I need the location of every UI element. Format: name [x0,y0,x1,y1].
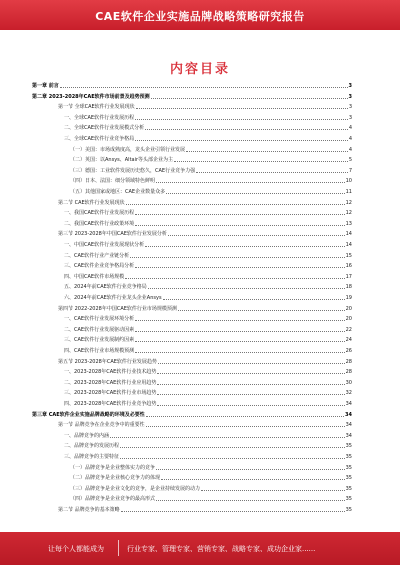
toc-entry-page: 3 [348,114,352,121]
toc-leader-dots [135,266,345,268]
toc-entry-page: 13 [345,220,352,227]
toc-entry-page: 35 [345,454,352,460]
toc-entry-page: 35 [345,443,352,450]
toc-entry-title: 二、2023-2028年CAE软件行业应用趋势 [64,379,157,386]
toc-leader-dots [121,510,345,512]
toc-leader-dots [135,224,345,226]
toc-leader-dots [151,97,348,99]
toc-entry[interactable] [32,411,352,419]
toc-leader-dots [163,298,345,300]
toc-entry-title: 二、品牌竞争的发展历程 [64,443,120,450]
toc-entry[interactable] [64,379,352,387]
toc-entry-page: 3 [348,83,352,89]
toc-leader-dots [166,192,345,194]
toc-entry-title: 三、2023-2028年CAE软件行业市场趋势 [64,390,157,397]
toc-entry[interactable] [64,241,352,249]
toc-entry[interactable] [70,464,352,472]
toc-heading: 内容目录 [169,62,230,77]
toc-entry-page: 30 [345,379,352,386]
toc-entry-title: 四、中国CAE软件市场规模 [64,273,125,280]
toc-entry-page: 10 [345,178,352,185]
toc-entry[interactable] [64,453,352,461]
toc-entry[interactable] [64,220,352,228]
toc-entry-title: （一）品牌竞争是企业整体实力的竞争 [70,464,156,471]
toc-leader-dots [196,171,348,173]
toc-entry-title: 六、2024年前CAE软件行业龙头企业Ansys [64,295,162,301]
toc-entry[interactable] [64,294,352,302]
toc-entry-page: 34 [345,422,352,429]
toc-entry-page: 15 [345,252,352,259]
toc-leader-dots [158,362,345,364]
toc-entry-page: 14 [345,242,352,248]
toc-entry-page: 3 [348,93,352,100]
toc-entry[interactable] [64,400,352,408]
toc-leader-dots [146,425,345,427]
toc-entry-title: 第二章 2023-2028年CAE软件市场前景及趋势预测 [32,93,150,100]
toc-entry-title: 一、中国CAE软件行业发展现状分析 [64,242,145,248]
toc-entry-title: （二）英国：以Ansys、Altair等头部企业为主 [70,157,174,164]
toc-entry-title: 四、CAE软件行业市场规模预测 [64,348,135,354]
toc-leader-dots [135,213,345,215]
toc-leader-dots [120,446,345,448]
toc-entry-page: 22 [345,326,352,333]
toc-entry-page: 28 [345,369,352,376]
toc-entry-title: 第一章 前言 [32,83,59,89]
toc-entry[interactable] [58,230,352,238]
toc-entry-page: 35 [345,496,352,503]
toc-entry-title: 一、全球CAE软件行业发展历程 [64,114,135,121]
toc-leader-dots [125,277,345,279]
footer-tagline: 行业专家、管理专家、营销专家、战略专家、成功企业家...... [127,545,316,553]
toc-entry-title: 第四节 2022-2028年中国CAE软件行业市场规模预测 [58,305,177,312]
toc-entry-page: 20 [345,305,352,312]
toc-entry-title: 三、全球CAE软件行业竞争格局 [64,136,135,142]
toc-entry-title: （一）美国：市场成熟度高，龙头企业引领行业发展 [70,146,186,153]
toc-entry[interactable] [64,135,352,143]
toc-leader-dots [157,404,344,406]
toc-entry[interactable] [58,103,352,111]
toc-entry[interactable] [58,305,352,313]
toc-entry-title: 第二节 CAE软件行业发展现状 [58,199,125,206]
toc-entry-page: 4 [348,146,352,153]
toc-entry-page: 7 [348,167,352,174]
toc-leader-dots [135,351,345,353]
toc-entry[interactable] [64,252,352,260]
toc-entry-title: （四）品牌竞争是企业竞争的最高形式 [70,496,156,503]
toc-entry-page: 26 [345,348,352,354]
toc-entry-page: 17 [345,273,352,280]
toc-entry[interactable] [58,199,352,207]
toc-entry-title: 二、全球CAE软件行业发展模式分析 [64,125,145,132]
toc-entry[interactable] [70,167,352,175]
toc-leader-dots [156,499,345,501]
toc-entry[interactable] [64,262,352,270]
toc-entry-title: （五）其他国家或地区：CAE企业数量众多 [70,189,166,195]
toc-entry[interactable] [70,474,352,482]
toc-leader-dots [156,468,345,470]
toc-leader-dots [135,319,345,321]
toc-leader-dots [186,150,348,152]
toc-leader-dots [145,245,345,247]
toc-entry-page: 4 [348,136,352,142]
toc-entry[interactable] [70,495,352,503]
toc-entry-title: 五、2024年前CAE软件行业竞争格局 [64,284,147,291]
toc-entry[interactable] [64,347,352,355]
toc-entry-title: 第五节 2023-2028年CAE软件行业发展趋势 [58,358,157,365]
toc-entry-page: 14 [345,231,352,238]
toc-leader-dots [201,489,345,491]
toc-entry-page: 35 [345,464,352,471]
toc-entry-title: 四、2023-2028年CAE软件行业竞争趋势 [64,401,157,407]
toc-leader-dots [157,372,344,374]
toc-leader-dots [157,393,344,395]
toc-entry[interactable] [64,114,352,122]
toc-entry-title: 一、品牌竞争的内涵 [64,432,110,439]
toc-leader-dots [135,118,348,120]
toc-entry[interactable] [64,336,352,344]
toc-leader-dots [130,256,345,258]
toc-entry-title: 第一节 品牌竞争在企业竞争中的重要性 [58,422,145,429]
toc-entry-page: 34 [345,432,352,439]
toc-entry-title: 三、CAE软件企业竞争格局分析 [64,263,135,270]
toc-leader-dots [161,478,345,480]
toc-entry-page: 32 [345,390,352,397]
toc-entry-page: 12 [345,199,352,206]
toc-entry-title: 二、CAE软件行业发展驱动因素 [64,326,135,333]
footer-divider [118,540,119,556]
toc-entry[interactable] [64,283,352,291]
toc-entry-page: 35 [345,475,352,482]
toc-entry[interactable] [64,368,352,376]
header-banner [0,0,400,30]
toc-entry[interactable] [64,124,352,132]
toc-leader-dots [178,309,345,311]
toc-entry-page: 19 [345,295,352,301]
toc-leader-dots [156,181,345,183]
toc-entry-page: 34 [345,411,352,418]
toc-leader-dots [110,436,345,438]
toc-leader-dots [145,128,348,130]
toc-entry-title: （三）德国：工业软件发展历史悠久，CAE行业竞争力强 [70,167,196,174]
toc-leader-dots [60,86,348,88]
toc-entry-page: 35 [345,485,352,492]
toc-entry[interactable] [70,146,352,154]
toc-entry-page: 4 [348,125,352,132]
toc-leader-dots [174,160,348,162]
toc-entry[interactable] [64,326,352,334]
toc-leader-dots [136,107,348,109]
toc-entry-page: 35 [345,507,352,513]
toc-entry-title: （四）日本、法国：细分领域特色鲜明 [70,178,156,185]
toc-entry[interactable] [64,315,352,323]
toc-entry-page: 5 [348,157,352,164]
toc-entry[interactable] [32,93,352,101]
footer-slogan: 让每个人都能成为 [48,545,104,553]
toc-entry[interactable] [70,485,352,493]
toc-entry-title: 一、CAE软件行业发展环境分析 [64,316,135,323]
report-title: CAE软件企业实施品牌战略策略研究报告 [95,10,305,23]
toc-entry-page: 28 [345,358,352,365]
toc-entry[interactable] [64,442,352,450]
toc-entry-title: 第二节 品牌竞争的基本策略 [58,507,120,513]
toc-entry[interactable] [58,358,352,366]
toc-entry-page: 12 [345,210,352,217]
toc-entry-title: 第一节 全球CAE软件行业发展现状 [58,104,135,111]
toc-leader-dots [148,287,345,289]
toc-entry-title: 第三节 2023-2028年中国CAE软件行业发展分析 [58,231,167,238]
toc-leader-dots [168,234,345,236]
toc-entry-title: 三、CAE软件行业发展制约因素 [64,337,135,344]
toc-entry-title: （二）品牌竞争是企业核心竞争力的体现 [70,475,161,482]
toc-entry-page: 16 [345,263,352,270]
toc-leader-dots [135,340,345,342]
toc-leader-dots [126,203,345,205]
toc-entry-title: 第三章 CAE软件企业实施品牌战略的环境及必要性 [32,411,145,418]
toc-entry-page: 3 [348,104,352,111]
toc-entry[interactable] [64,273,352,281]
table-of-contents [0,82,400,522]
toc-entry[interactable] [64,389,352,397]
toc-entry[interactable] [70,156,352,164]
toc-entry-title: 三、品牌竞争的主要特征 [64,454,120,460]
toc-entry[interactable] [58,421,352,429]
toc-leader-dots [135,139,348,141]
toc-entry-title: 二、我国CAE软件行业政策环境 [64,220,135,227]
toc-leader-dots [157,383,344,385]
toc-entry[interactable] [58,506,352,514]
toc-entry-title: 二、CAE软件行业产业链分析 [64,252,130,259]
toc-entry-page: 34 [345,401,352,407]
toc-entry[interactable] [64,209,352,217]
toc-entry-title: 一、我国CAE软件行业发展历程 [64,210,135,217]
toc-entry-page: 18 [345,284,352,291]
toc-entry[interactable] [64,432,352,440]
toc-entry-title: （三）品牌竞争是企业文化的竞争，是企业持续发展的动力 [70,485,201,492]
toc-entry-title: 一、2023-2028年CAE软件行业技术趋势 [64,369,157,376]
toc-entry[interactable] [70,177,352,185]
toc-entry[interactable] [70,188,352,196]
toc-entry-page: 20 [345,316,352,323]
toc-leader-dots [135,330,345,332]
toc-leader-dots [120,457,345,459]
toc-entry-page: 24 [345,337,352,344]
toc-leader-dots [146,415,344,417]
toc-entry[interactable] [32,82,352,90]
toc-entry-page: 11 [345,189,352,195]
footer-banner [0,532,400,565]
